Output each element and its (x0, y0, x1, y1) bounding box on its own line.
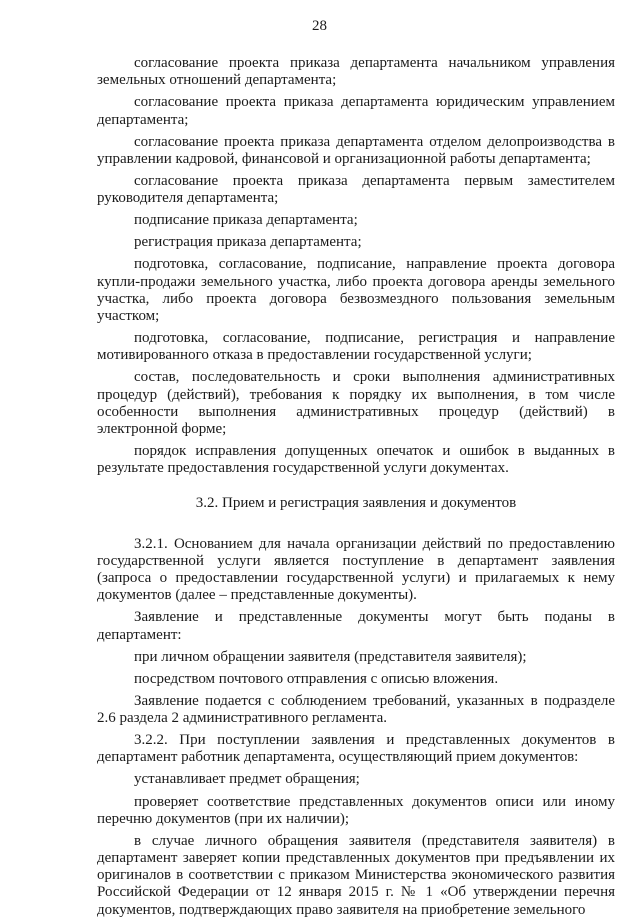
paragraph: согласование проекта приказа департамента юридическим управлением департамента; (97, 94, 615, 128)
paragraph: подписание приказа департамента; (134, 212, 358, 229)
paragraph: состав, последовательность и сроки выполнения административных процедур (действий), требования к порядку их выполнения, в том числе особенности выполнения административных процедур (действий) в электронной форме; (97, 369, 615, 437)
paragraph: регистрация приказа департамента; (134, 234, 362, 251)
paragraph: 3.2.2. При поступлении заявления и представленных документов в департамент работник департамента, осуществляющий прием документов: (97, 732, 615, 766)
paragraph: в случае личного обращения заявителя (представителя заявителя) в департамент заверяет копии представленных документов при предъявлении их оригиналов в соответствии с приказом Министерства экономического развития Российской Федерации от 12 января 2015 г. № 1 «Об утверждении перечня документов, подтверждающих право заявителя на приобретение земельного (97, 832, 615, 918)
paragraph: согласование проекта приказа департамента начальником управления земельных отношений департамента; (97, 55, 615, 89)
paragraph: Заявление подается с соблюдением требований, указанных в подразделе 2.6 раздела 2 административного регламента. (97, 692, 615, 727)
section-heading: 3.2. Прием и регистрация заявления и документов (195, 495, 517, 512)
page-number: 28 (312, 18, 327, 34)
paragraph: посредством почтового отправления с описью вложения. (134, 670, 499, 687)
paragraph: порядок исправления допущенных опечаток и ошибок в выданных в результате предоставления государственной услуги документах. (97, 443, 615, 477)
paragraph: согласование проекта приказа департамента первым заместителем руководителя департамента; (97, 172, 615, 207)
paragraph: подготовка, согласование, подписание, направление проекта договора купли-продажи земельного участка, либо проекта договора аренды земельного участка, либо проекта договора безвозмездного пользования земельным участком; (97, 256, 615, 324)
paragraph: устанавливает предмет обращения; (134, 771, 360, 788)
paragraph: проверяет соответствие представленных документов описи или иному перечню документов (при их наличии); (97, 793, 615, 827)
paragraph: при личном обращении заявителя (представителя заявителя); (134, 648, 527, 665)
paragraph: согласование проекта приказа департамента отделом делопроизводства в управлении кадровой, финансовой и организационной работы департамента; (97, 133, 615, 167)
paragraph: Заявление и представленные документы могут быть поданы в департамент: (97, 609, 615, 643)
paragraph: 3.2.1. Основанием для начала организации действий по предоставлению государственной услуги является поступление в департамент заявления (запроса о предоставлении государственной услуги) и прилагаемых к нему документов (далее – представленные документы). (97, 535, 615, 604)
document-body (97, 55, 615, 919)
paragraph: подготовка, согласование, подписание, регистрация и направление мотивированного отказа в предоставлении государственной услуги; (97, 330, 615, 364)
